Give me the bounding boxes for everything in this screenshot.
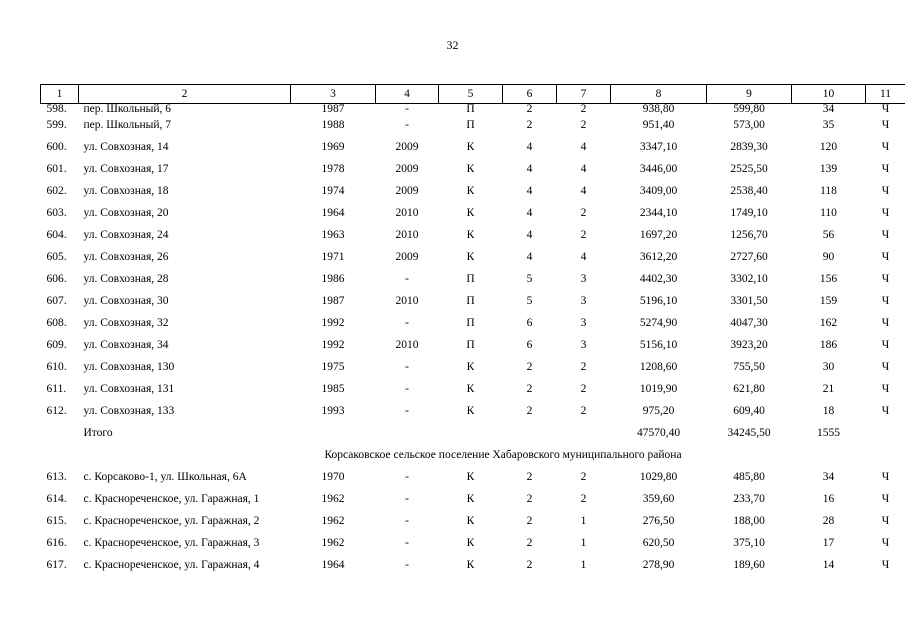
cell-residents: 162 [819,317,838,329]
cell-floors: 6 [526,339,533,351]
table-row [41,554,905,576]
cell-entrances: 1 [580,515,587,527]
cell-year-renovated: - [405,559,409,571]
cell-year-built: 1963 [321,229,345,241]
section-title: Корсаковское сельское поселение Хабаровского муниципального района [324,449,682,461]
cell-year-built: 1964 [321,207,345,219]
cell-wall-material: К [466,471,475,483]
cell-row-number: 600. [46,141,67,153]
cell-floors: 2 [526,103,533,115]
column-header-5: 5 [439,85,503,104]
cell-year-renovated: - [405,273,409,285]
table-row [41,104,905,115]
cell-year-built: 1992 [321,317,345,329]
cell-row-number: 604. [46,229,67,241]
cell-address: ул. Совхозная, 133 [83,405,175,417]
cell-floors: 4 [526,229,533,241]
cell-floors: 4 [526,163,533,175]
cell-entrances: 2 [580,103,587,115]
column-header-10: 10 [792,85,866,104]
cell-entrances: 1 [580,537,587,549]
cell-living-area: 755,50 [733,361,765,373]
cell-empty [866,422,905,444]
cell-wall-material: П [466,295,475,307]
living-area-sum: 34245,50 [727,427,771,439]
table-row [41,224,905,246]
section-row [41,444,905,466]
cell-year-built: 1971 [321,251,345,263]
cell-living-area: 375,10 [733,537,765,549]
cell-residents: 90 [822,251,835,263]
table-row [41,246,905,268]
cell-wall-material: К [466,141,475,153]
cell-year-built: 1962 [321,493,345,505]
cell-total-area: 951,40 [642,119,675,131]
cell-address: с. Краснореченское, ул. Гаражная, 4 [83,559,260,571]
cell-living-area: 485,80 [733,471,765,483]
cell-living-area: 2538,40 [730,185,768,197]
cell-row-number: 612. [46,405,67,417]
cell-empty [503,422,557,444]
cell-floors: 4 [526,207,533,219]
cell-residents: 35 [822,119,835,131]
cell-wall-material: К [466,251,475,263]
cell-address: ул. Совхозная, 34 [83,339,169,351]
cell-wall-material: К [466,383,475,395]
cell-year-built: 1986 [321,273,345,285]
cell-total-area: 5156,10 [639,339,678,351]
cell-address: ул. Совхозная, 131 [83,383,175,395]
table-row [41,114,905,136]
cell-wall-material: К [466,229,475,241]
cell-address: с. Краснореченское, ул. Гаражная, 2 [83,515,260,527]
column-header-7: 7 [557,85,611,104]
cell-entrances: 3 [580,339,587,351]
cell-year-built: 1987 [321,103,345,115]
cell-address: ул. Совхозная, 28 [83,273,169,285]
cell-floors: 6 [526,317,533,329]
cell-total-area: 3409,00 [639,185,678,197]
cell-wall-material: К [466,207,475,219]
residents-sum: 1555 [817,427,840,439]
cell-empty [41,422,79,444]
cell-form: Ч [881,251,890,263]
cell-address: пер. Школьный, 6 [83,103,171,115]
cell-row-number: 611. [46,383,67,395]
cell-living-area: 3923,20 [730,339,768,351]
cell-total-area: 5196,10 [639,295,678,307]
cell-form: Ч [881,103,890,115]
cell-empty [557,422,611,444]
cell-year-renovated: 2010 [395,207,419,219]
cell-form: Ч [881,515,890,527]
cell-total-area: 5274,90 [639,317,678,329]
cell-living-area: 3302,10 [730,273,768,285]
column-header-1: 1 [41,85,79,104]
cell-form: Ч [881,339,890,351]
cell-total-area: 359,60 [642,493,675,505]
column-header-6: 6 [503,85,557,104]
cell-residents: 30 [822,361,835,373]
cell-form: Ч [881,273,890,285]
cell-row-number: 617. [46,559,67,571]
cell-row-number: 599. [46,119,67,131]
table-row [41,488,905,510]
cell-total-area: 975,20 [642,405,675,417]
cell-empty [376,422,439,444]
cell-row-number: 613. [46,471,67,483]
total-area-sum: 47570,40 [636,427,681,439]
cell-year-built: 1964 [321,559,345,571]
cell-row-number: 616. [46,537,67,549]
cell-entrances: 3 [580,273,587,285]
cell-address: ул. Совхозная, 30 [83,295,169,307]
cell-year-renovated: - [405,471,409,483]
cell-entrances: 4 [580,185,587,197]
cell-address: пер. Школьный, 7 [83,119,171,131]
cell-empty [291,422,376,444]
cell-floors: 2 [526,515,533,527]
cell-year-renovated: - [405,405,409,417]
header-row [41,85,905,104]
cell-floors: 2 [526,383,533,395]
cell-floors: 5 [526,273,533,285]
cell-row-number: 608. [46,317,67,329]
total-label: Итого [83,427,113,439]
cell-total-area: 3612,20 [639,251,678,263]
cell-year-renovated: - [405,361,409,373]
cell-entrances: 2 [580,405,587,417]
cell-wall-material: П [466,103,475,115]
cell-living-area: 233,70 [733,493,765,505]
cell-wall-material: К [466,185,475,197]
cell-address: ул. Совхозная, 20 [83,207,169,219]
cell-entrances: 2 [580,471,587,483]
cell-form: Ч [881,537,890,549]
cell-entrances: 1 [580,559,587,571]
cell-residents: 186 [819,339,838,351]
cell-year-renovated: 2010 [395,339,419,351]
cell-wall-material: П [466,339,475,351]
cell-entrances: 2 [580,361,587,373]
cell-living-area: 2525,50 [730,163,768,175]
cell-address: ул. Совхозная, 18 [83,185,169,197]
cell-floors: 4 [526,141,533,153]
cell-total-area: 1029,80 [639,471,678,483]
table-row [41,356,905,378]
cell-wall-material: К [466,163,475,175]
cell-year-built: 1987 [321,295,345,307]
cell-year-built: 1962 [321,515,345,527]
cell-year-built: 1988 [321,119,345,131]
cell-year-built: 1974 [321,185,345,197]
cell-form: Ч [881,493,890,505]
cell-residents: 28 [822,515,835,527]
table-row [41,510,905,532]
cell-floors: 2 [526,119,533,131]
cell-residents: 34 [822,103,835,115]
table-row [41,158,905,180]
cell-form: Ч [881,141,890,153]
cell-floors: 4 [526,251,533,263]
cell-form: Ч [881,471,890,483]
cell-total-area: 938,80 [642,103,675,115]
cell-row-number: 610. [46,361,67,373]
cell-year-renovated: 2009 [395,141,419,153]
cell-total-area: 3446,00 [639,163,678,175]
page-number: 32 [446,38,459,52]
cell-total-area: 1697,20 [639,229,678,241]
cell-residents: 156 [819,273,838,285]
cell-floors: 2 [526,493,533,505]
column-header-3: 3 [291,85,376,104]
cell-floors: 2 [526,537,533,549]
cell-wall-material: К [466,405,475,417]
column-header-4: 4 [376,85,439,104]
cell-total-area: 1019,90 [639,383,678,395]
cell-total-area: 620,50 [642,537,675,549]
cell-floors: 4 [526,185,533,197]
cell-total-area: 4402,30 [639,273,678,285]
cell-address: с. Краснореченское, ул. Гаражная, 3 [83,537,260,549]
cell-entrances: 4 [580,141,587,153]
cell-living-area: 189,60 [733,559,765,571]
table-row [41,334,905,356]
cell-living-area: 4047,30 [730,317,768,329]
table-row [41,532,905,554]
cell-living-area: 599,80 [733,103,765,115]
cell-row-number: 606. [46,273,67,285]
cell-living-area: 1749,10 [730,207,768,219]
cell-form: Ч [881,383,890,395]
cell-floors: 2 [526,471,533,483]
cell-residents: 17 [822,537,835,549]
cell-residents: 110 [820,207,837,219]
cell-living-area: 188,00 [733,515,765,527]
table-row [41,202,905,224]
cell-year-built: 1985 [321,383,345,395]
cell-year-renovated: - [405,537,409,549]
cell-residents: 118 [820,185,837,197]
column-header-8: 8 [611,85,707,104]
cell-residents: 56 [822,229,835,241]
cell-wall-material: П [466,273,475,285]
cell-entrances: 2 [580,383,587,395]
cell-entrances: 2 [580,207,587,219]
cell-row-number: 603. [46,207,67,219]
cell-living-area: 573,00 [733,119,765,131]
cell-year-built: 1970 [321,471,345,483]
cell-row-number: 602. [46,185,67,197]
cell-form: Ч [881,163,890,175]
table-body [41,104,905,577]
cell-address: ул. Совхозная, 24 [83,229,169,241]
cell-total-area: 2344,10 [639,207,678,219]
cell-row-number: 609. [46,339,67,351]
cell-entrances: 2 [580,493,587,505]
cell-year-renovated: 2009 [395,163,419,175]
cell-entrances: 4 [580,251,587,263]
table-row [41,180,905,202]
cell-living-area: 2839,30 [730,141,768,153]
cell-row-number: 605. [46,251,67,263]
cell-address: ул. Совхозная, 32 [83,317,169,329]
cell-year-renovated: - [405,515,409,527]
cell-residents: 159 [819,295,838,307]
cell-year-renovated: 2010 [395,295,419,307]
cell-address: ул. Совхозная, 14 [83,141,169,153]
cell-row-number: 601. [46,163,67,175]
cell-wall-material: П [466,119,475,131]
table-row [41,400,905,422]
cell-floors: 2 [526,559,533,571]
cell-form: Ч [881,119,890,131]
cell-year-built: 1975 [321,361,345,373]
cell-residents: 21 [822,383,835,395]
cell-total-area: 1208,60 [639,361,678,373]
cell-form: Ч [881,317,890,329]
cell-living-area: 1256,70 [730,229,768,241]
cell-wall-material: К [466,493,475,505]
table-row [41,312,905,334]
cell-wall-material: К [466,515,475,527]
cell-residents: 34 [822,471,835,483]
cell-year-built: 1992 [321,339,345,351]
cell-total-area: 3347,10 [639,141,678,153]
column-header-2: 2 [79,85,291,104]
cell-address: ул. Совхозная, 130 [83,361,175,373]
cell-wall-material: К [466,361,475,373]
cell-entrances: 4 [580,163,587,175]
column-header-11: 11 [866,85,905,104]
cell-living-area: 609,40 [733,405,765,417]
cell-entrances: 2 [580,119,587,131]
cell-year-built: 1993 [321,405,345,417]
cell-entrances: 2 [580,229,587,241]
cell-year-renovated: 2009 [395,251,419,263]
total-row [41,422,905,444]
table-row [41,378,905,400]
cell-year-built: 1962 [321,537,345,549]
cell-form: Ч [881,295,890,307]
cell-year-renovated: - [405,383,409,395]
cell-address: ул. Совхозная, 17 [83,163,169,175]
cell-year-renovated: - [405,493,409,505]
cell-form: Ч [881,185,890,197]
cell-living-area: 2727,60 [730,251,768,263]
cell-wall-material: П [466,317,475,329]
cell-living-area: 621,80 [733,383,765,395]
cell-floors: 5 [526,295,533,307]
cell-entrances: 3 [580,295,587,307]
cell-empty [439,422,503,444]
cell-residents: 120 [819,141,838,153]
cell-form: Ч [881,361,890,373]
cell-total-area: 276,50 [642,515,675,527]
cell-floors: 2 [526,361,533,373]
table-row [41,136,905,158]
cell-address: с. Корсаково-1, ул. Школьная, 6А [83,471,247,483]
table-row [41,268,905,290]
cell-row-number: 614. [46,493,67,505]
cell-entrances: 3 [580,317,587,329]
cell-form: Ч [881,559,890,571]
cell-wall-material: К [466,537,475,549]
cell-row-number: 598. [46,103,67,115]
cell-residents: 18 [822,405,835,417]
cell-residents: 14 [822,559,835,571]
cell-year-renovated: 2009 [395,185,419,197]
table-row [41,290,905,312]
cell-form: Ч [881,207,890,219]
table-row [41,466,905,488]
cell-year-renovated: 2010 [395,229,419,241]
table-header [41,85,905,104]
cell-form: Ч [881,229,890,241]
cell-row-number: 615. [46,515,67,527]
cell-year-built: 1978 [321,163,345,175]
cell-form: Ч [881,405,890,417]
cell-residents: 139 [819,163,838,175]
cell-address: с. Краснореченское, ул. Гаражная, 1 [83,493,260,505]
cell-wall-material: К [466,559,475,571]
cell-address: ул. Совхозная, 26 [83,251,169,263]
cell-row-number: 607. [46,295,67,307]
cell-year-renovated: - [405,119,409,131]
column-header-9: 9 [707,85,792,104]
cell-total-area: 278,90 [642,559,675,571]
cell-floors: 2 [526,405,533,417]
housing-register-table [40,84,905,576]
cell-living-area: 3301,50 [730,295,768,307]
cell-year-built: 1969 [321,141,345,153]
cell-year-renovated: - [405,317,409,329]
cell-year-renovated: - [405,103,409,115]
cell-residents: 16 [822,493,835,505]
